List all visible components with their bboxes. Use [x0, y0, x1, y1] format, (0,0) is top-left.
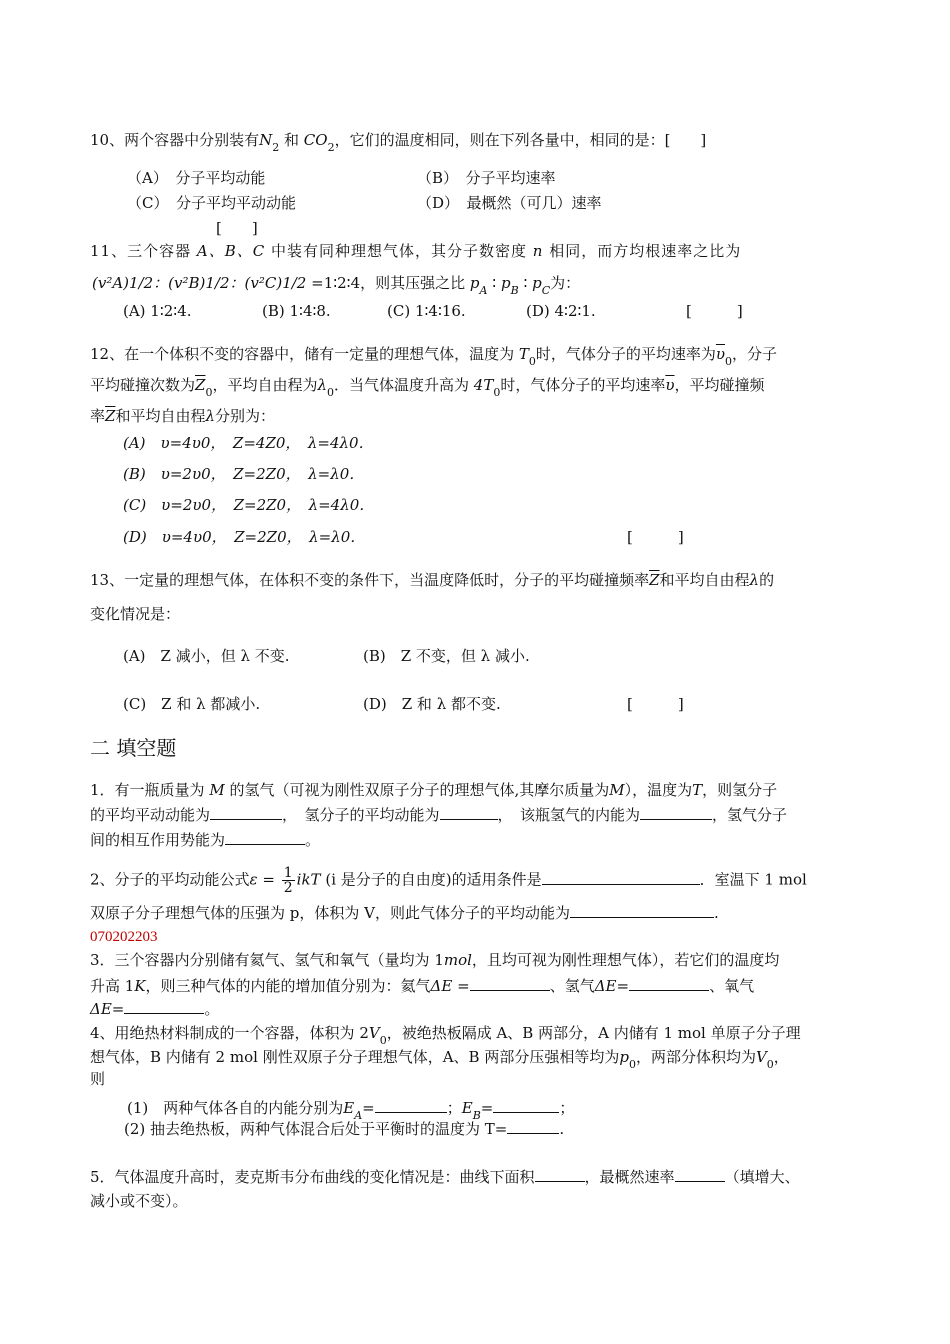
f1-blank-potential-energy[interactable]	[225, 829, 305, 845]
f1-blank-average-ke[interactable]	[440, 804, 498, 820]
f2-text-1c: ．室温下 1 mol	[699, 870, 807, 889]
q11-stem-text: 11、三个容器	[90, 242, 192, 260]
q13-option-b: (B) Z 不变，但 λ 减小.	[363, 647, 530, 665]
t0-subscript: 0	[528, 355, 536, 368]
f5-blank-area[interactable]	[535, 1166, 585, 1182]
co2-subscript: 2	[327, 141, 335, 154]
f4-line-2	[90, 1046, 789, 1070]
f4-equals-b: =	[480, 1099, 494, 1117]
f3-delta-e-hydrogen: ΔE	[594, 977, 617, 995]
lambda0-symbol: λ	[317, 376, 327, 394]
q11-containers: A、B、C	[196, 242, 266, 260]
f3-delta-e-oxygen: ΔE	[90, 1000, 112, 1018]
q12-option-c: (C) υ=2υ0， Z=2Z0， λ=4λ0．	[123, 496, 375, 514]
f4-semicolon-1: ；	[446, 1099, 462, 1117]
q12-answer-bracket: [ ]	[627, 528, 684, 546]
q10-option-a: （A） 分子平均动能	[127, 169, 266, 187]
f4-equals-a: =	[362, 1099, 375, 1117]
epsilon-symbol: ε	[249, 870, 258, 889]
f3-blank-oxygen[interactable]	[124, 998, 204, 1014]
v0-symbol: $\overline{\upsilon}$	[715, 345, 726, 363]
q13-line-2: 变化情况是：	[90, 605, 181, 623]
q11-ratio-value: =1∶2∶4，则其压强之比	[311, 274, 466, 292]
f1-text-2d: ，氢气分子	[712, 806, 788, 824]
z0-subscript: 0	[205, 386, 213, 399]
f4-item1-text: (1) 两种气体各自的内能分别为	[127, 1099, 344, 1117]
co2-symbol: CO	[303, 131, 328, 149]
f4-text-2a: 想气体，B 内储有 2 mol 刚性双原子分子理想气体，A、B 两部分压强相等均为	[90, 1048, 620, 1066]
f4-line-1	[90, 1022, 801, 1046]
f4-item2-end: .	[559, 1120, 565, 1138]
q12-text-1a: 12、在一个体积不变的容器中，储有一定量的理想气体，温度为	[90, 345, 515, 363]
q11-n-symbol: n	[532, 242, 544, 260]
q11-stem	[90, 240, 741, 262]
f3-text-2b: ，则三种气体的内能的增加值分别为：氦气	[145, 977, 431, 995]
q13-option-a: (A) Z 减小，但 λ 不变.	[123, 647, 290, 665]
f1-blank-translational-ke[interactable]	[210, 804, 282, 820]
z0-symbol: $\overline{Z}$	[195, 376, 206, 394]
f2-blank-average-ke[interactable]	[570, 902, 714, 918]
n2-subscript: 2	[272, 141, 280, 154]
q10-stem	[90, 129, 706, 153]
fraction-denominator: 2	[283, 880, 293, 896]
one-half-fraction	[282, 866, 295, 895]
f3-text-2d: 、氢气	[549, 977, 595, 995]
eb-subscript: B	[472, 1109, 481, 1122]
f1-text-3b: 。	[305, 831, 321, 849]
section-title: 二 填空题	[90, 736, 177, 760]
f2-line-2	[90, 902, 719, 924]
f3-line-3	[90, 998, 219, 1020]
pa-symbol: p	[469, 274, 480, 292]
q11-option-d: (D) 4∶2∶1.	[526, 302, 596, 320]
q12-text-3a: 率	[90, 407, 106, 425]
q10-stem-tail: ，它们的温度相同，则在下列各量中，相同的是：[ ]	[334, 131, 707, 149]
q11-option-b: (B) 1∶4∶8.	[262, 302, 331, 320]
f3-text-3c: 。	[204, 1000, 220, 1018]
t4-symbol: 4T	[473, 376, 494, 394]
q10-stem-text: 10、两个容器中分别装有	[90, 131, 260, 149]
ikt-symbol: ikT	[296, 870, 321, 889]
f1-blank-internal-energy[interactable]	[640, 804, 712, 820]
q12-text-1b: 时，气体分子的平均速率为	[535, 345, 716, 363]
f5-text-1c: （填增大、	[724, 1168, 800, 1186]
q13-text-1b: 和平均自由程	[659, 571, 750, 589]
v0-subscript: 0	[725, 355, 733, 368]
f3-text-2f: 、氧气	[709, 977, 755, 995]
q13-lambda-symbol: λ	[749, 571, 760, 589]
f2-equals: =	[262, 870, 275, 889]
q10-and: 和	[284, 131, 300, 149]
f1-text-1d: ，则氢分子	[702, 781, 778, 799]
q13-option-c: (C) Z 和 λ 都减小.	[123, 695, 261, 713]
f3-equals-2: =	[616, 977, 630, 995]
question-code: 070202203	[90, 929, 158, 945]
pc-subscript: C	[541, 284, 551, 297]
f3-line-1	[90, 949, 779, 971]
f4-2v0-subscript: 0	[379, 1034, 387, 1047]
f2-text-1b: (i 是分子的自由度)的适用条件是	[325, 870, 542, 889]
f5-text-1a: 5．气体温度升高时，麦克斯韦分布曲线的变化情况是：曲线下面积	[90, 1168, 535, 1186]
f4-text-2c: ，	[773, 1048, 789, 1066]
q10-option-b: （B） 分子平均速率	[417, 169, 556, 187]
f4-blank-temperature[interactable]	[507, 1118, 559, 1134]
q13-line-1	[90, 569, 774, 591]
pb-subscript: B	[510, 284, 519, 297]
f1-mass-symbol: M	[209, 781, 225, 799]
f4-blank-eb[interactable]	[493, 1097, 559, 1113]
q12-text-2e: ，平均碰撞频	[674, 376, 765, 394]
z-symbol: $\overline{Z}$	[105, 407, 116, 425]
q12-line-2	[90, 374, 765, 398]
colon-1: ∶	[492, 274, 497, 292]
n2-symbol: N	[259, 131, 273, 149]
q12-text-3b: 和平均自由程	[115, 407, 206, 425]
q12-option-b: (B) υ=2υ0， Z=2Z0， λ=λ0．	[123, 465, 365, 483]
f4-text-2b: ，两部分体积均为	[635, 1048, 756, 1066]
f1-text-1b: 的氢气（可视为刚性双原子分子的理想气体,其摩尔质量为	[229, 781, 610, 799]
q11-stem-text-b: 中装有同种理想气体，其分子数密度	[271, 242, 528, 260]
q12-text-2b: ，平均自由程为	[212, 376, 318, 394]
f1-text-3a: 间的相互作用势能为	[90, 831, 226, 849]
f1-molar-mass-symbol: M	[609, 781, 625, 799]
f2-text-2a: 双原子分子理想气体的压强为 p，体积为 V，则此气体分子的平均动能为	[90, 904, 570, 922]
f5-line-1	[90, 1166, 800, 1188]
ea-subscript: A	[354, 1109, 363, 1122]
f3-text-1b: ，且均可视为刚性理想气体），若它们的温度均	[471, 951, 780, 969]
q12-text-2c: ．当气体温度升高为	[333, 376, 469, 394]
pa-subscript: A	[479, 284, 488, 297]
f1-text-2c: ， 该瓶氢气的内能为	[497, 806, 641, 824]
f1-line-1	[90, 779, 777, 801]
f2-blank-condition[interactable]	[542, 869, 700, 885]
p0-subscript: 0	[628, 1058, 636, 1071]
f1-text-1c: ），温度为	[624, 781, 693, 799]
f3-text-1a: 3．三个容器内分别储有氦气、氢气和氧气（量均为 1	[90, 951, 444, 969]
q12-line-3	[90, 405, 275, 427]
v0-volume-subscript: 0	[766, 1058, 774, 1071]
f1-line-2	[90, 804, 787, 826]
q11-stem-text-c: 相同，而方均根速率之比为	[549, 242, 742, 260]
q13-answer-bracket: [ ]	[627, 695, 684, 713]
f5-text-1b: ，最概然速率	[584, 1168, 675, 1186]
q13-option-d: (D) Z 和 λ 都不变.	[363, 695, 501, 713]
f1-text-1a: 1．有一瓶质量为	[90, 781, 205, 799]
q13-text-1a: 13、一定量的理想气体，在体积不变的条件下，当温度降低时，分子的平均碰撞频率	[90, 571, 650, 589]
fraction-numerator: 1	[283, 865, 293, 881]
f4-text-1a: 4、用绝热材料制成的一个容器，体积为 2	[90, 1024, 369, 1042]
q11-stem-tail: 为：	[550, 274, 581, 292]
q13-text-1c: 的	[759, 571, 775, 589]
q12-text-3c: 分别为：	[214, 407, 275, 425]
q11-rms-ratio-expr: (v²A)1/2：(v²B)1/2：(v²C)1/2	[92, 274, 307, 292]
f1-text-2b: ， 氢分子的平均动能为	[282, 806, 440, 824]
f4-blank-ea[interactable]	[375, 1097, 447, 1113]
colon-2: ∶	[523, 274, 528, 292]
f1-temperature-symbol: T	[692, 781, 703, 799]
f3-delta-e-helium: ΔE	[430, 977, 453, 995]
f4-line-3: 则	[90, 1070, 106, 1088]
f3-blank-hydrogen[interactable]	[629, 975, 709, 991]
q12-text-2d: 时，气体分子的平均速率	[500, 376, 666, 394]
f4-2v0-symbol: V	[368, 1024, 380, 1042]
q12-option-d: (D) υ=4υ0， Z=2Z0， λ=λ0．	[123, 528, 366, 546]
q11-answer-bracket-top: [ ]	[216, 219, 258, 237]
q11-answer-bracket: [ ]	[686, 302, 743, 320]
f3-equals-3: =	[111, 1000, 125, 1018]
v0-volume-symbol: V	[755, 1048, 767, 1066]
f3-line-2	[90, 975, 754, 997]
q12-line-1	[90, 343, 777, 367]
p0-symbol: p	[619, 1048, 629, 1066]
t4-subscript: 0	[493, 386, 501, 399]
f3-blank-helium[interactable]	[470, 975, 550, 991]
q12-text-1c: ，分子	[732, 345, 778, 363]
q10-option-c: （C） 分子平均平动动能	[127, 194, 296, 212]
pb-symbol: p	[500, 274, 511, 292]
f3-text-2a: 升高 1	[90, 977, 135, 995]
eb-symbol: E	[461, 1099, 473, 1117]
f1-line-3	[90, 829, 320, 851]
lambda-symbol: λ	[205, 407, 215, 425]
q12-text-2a: 平均碰撞次数为	[90, 376, 196, 394]
f1-text-2a: 的平均平动动能为	[90, 806, 211, 824]
t0-symbol: T	[518, 345, 529, 363]
f4-text-1b: ，被绝热板隔成 A、B 两部分，A 内储有 1 mol 单原子分子理	[386, 1024, 801, 1042]
q11-option-c: (C) 1∶4∶16.	[387, 302, 466, 320]
v-symbol: $\overline{\upsilon}$	[665, 376, 675, 394]
f3-equals-1: =	[457, 977, 470, 995]
f5-blank-most-probable-speed[interactable]	[675, 1166, 725, 1182]
f4-item2-text: (2) 抽去绝热板，两种气体混合后处于平衡时的温度为 T=	[124, 1120, 508, 1138]
ea-symbol: E	[343, 1099, 355, 1117]
f2-line-1	[90, 866, 807, 895]
q11-ratio-line	[92, 272, 580, 296]
pc-symbol: p	[532, 274, 542, 292]
f2-text-2b: .	[713, 904, 719, 922]
q12-option-a: (A) υ=4υ0， Z=4Z0， λ=4λ0．	[123, 434, 374, 452]
q13-z-symbol: $\overline{Z}$	[649, 571, 660, 589]
f4-item-2	[124, 1118, 564, 1140]
f2-text-1a: 2、分子的平均动能公式	[90, 870, 250, 889]
q11-option-a: (A) 1∶2∶4.	[123, 302, 192, 320]
f4-semicolon-2: ；	[559, 1099, 575, 1117]
f5-line-2: 减小或不变）。	[90, 1192, 188, 1210]
lambda0-subscript: 0	[326, 386, 334, 399]
q10-option-d: （D） 最概然（可几）速率	[417, 194, 602, 212]
mol-unit: mol	[443, 951, 472, 969]
kelvin-unit: K	[134, 977, 146, 995]
